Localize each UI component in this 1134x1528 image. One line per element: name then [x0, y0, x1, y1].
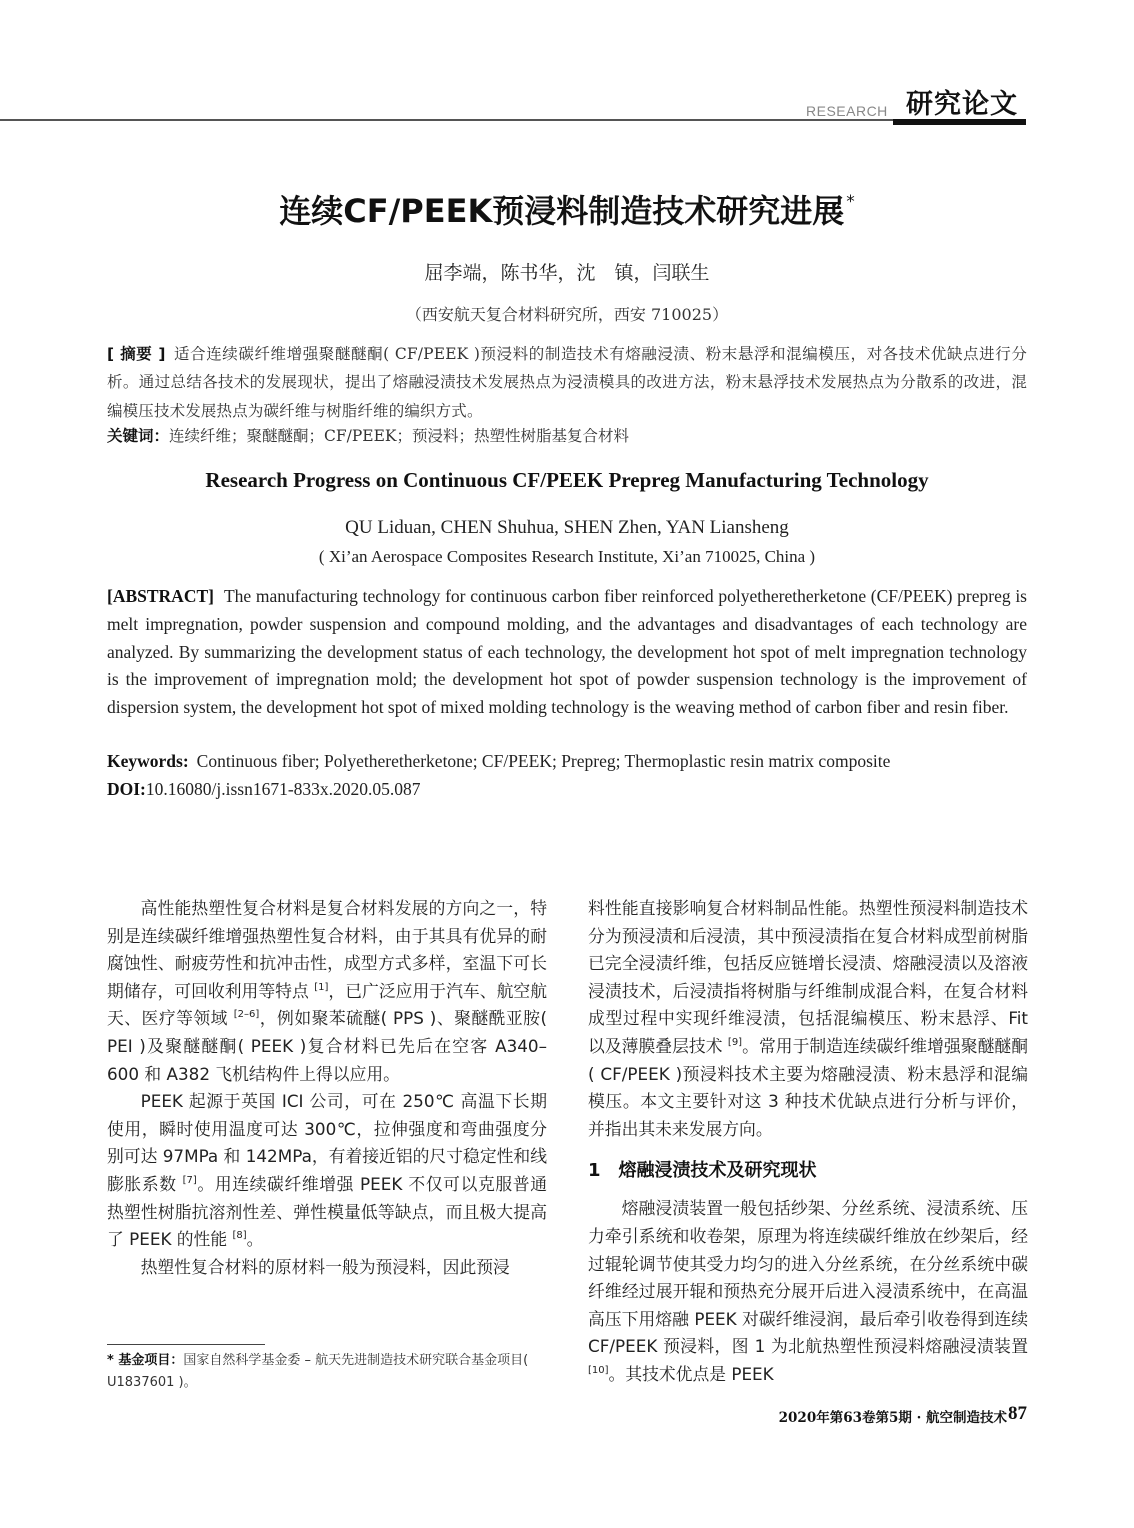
title-footnote-mark: * [846, 192, 855, 212]
body-text: 熔融浸渍装置一般包括纱架、分丝系统、浸渍系统、压力牵引系统和收卷架，原理为将连续碳纤维放在纱架后，经过辊轮调节使其受力均匀的进入分丝系统，在分丝系统中碳纤维经过展开辊和预热充分展开后进入浸渍系统中，在高温高压下用熔融 PEEK 对碳纤维浸润，最后牵引收卷得到连续 CF/PEEK 预浸料，图 1 为北航热塑性预浸料熔融浸渍装置 [588, 1198, 1028, 1357]
header-rule [0, 119, 1026, 121]
keywords-en [107, 751, 1027, 772]
body-text: ，已广泛应用于汽车、航空航天、医疗等领域 [107, 980, 547, 1029]
journal-footer: 2020年第63卷第5期 · 航空制造技术 [778, 1410, 1007, 1426]
abstract-en-text: The manufacturing technology for continuous carbon fiber reinforced polyetheretherketone (CF/PEEK) prepreg is melt impregnation, powder suspension and compound molding, and the advantages and disadvantages of each technology are analyzed. By summarizing the development status of each technology, the development hot spot of melt impregnation technology is the improvement of impregnation mold; the development hot spot of powder suspension technology is the improvement of dispersion system, the development hot spot of mixed molding technology is the weaving method of carbon fiber and resin fiber. [107, 586, 1027, 718]
abstract-cn [107, 340, 1027, 425]
citation: [7] [182, 1174, 197, 1186]
body-text: 。常用于制造连续碳纤维增强聚醚醚酮( CF/PEEK )预浸料技术主要为熔融浸渍、粉末悬浮和混编模压。本文主要针对这 3 种技术优缺点进行分析与评价，并指出其未来发展方向。 [588, 1035, 1028, 1139]
abstract-en [107, 583, 1027, 722]
funding-footnote [107, 1350, 547, 1394]
page-number: 87 [1008, 1403, 1027, 1424]
paper-title-en: Research Progress on Continuous CF/PEEK Prepreg Manufacturing Technology [205, 468, 929, 492]
body-text: 料性能直接影响复合材料制品性能。热塑性预浸料制造技术分为预浸渍和后浸渍，其中预浸渍指在复合材料成型前树脂已完全浸渍纤维，包括反应链增长浸渍、熔融浸渍以及溶液浸渍技术，后浸渍指将树脂与纤维制成混合料，在复合材料成型过程中实现纤维浸渍，包括混编模压、粉末悬浮、Fit 以及薄膜叠层技术 [588, 898, 1028, 1056]
body-text: 。其技术优点是 PEEK [608, 1363, 774, 1384]
citation: [9] [727, 1036, 743, 1048]
section-number: 1 [588, 1160, 601, 1182]
footnote-label: * 基金项目： [107, 1353, 184, 1368]
keywords-en-text: Continuous fiber; Polyetheretherketone; CF/PEEK; Prepreg; Thermoplastic resin matrix composite [196, 751, 891, 771]
paper-title-text: 连续CF/PEEK预浸料制造技术研究进展 [279, 192, 845, 230]
keywords-en-label: Keywords: [107, 751, 189, 771]
authors-cn: 屈李端，陈书华，沈 镇，闫联生 [424, 262, 710, 284]
authors-en: QU Liduan, CHEN Shuhua, SHEN Zhen, YAN Liansheng [345, 517, 789, 538]
body-paragraph: 热塑性复合材料的原材料一般为预浸料，因此预浸 [140, 1256, 510, 1277]
abstract-cn-text: 适合连续碳纤维增强聚醚醚酮( CF/PEEK )预浸料的制造技术有熔融浸渍、粉末悬浮和混编模压，对各技术优缺点进行分析。通过总结各技术的发展现状，提出了熔融浸渍技术发展热点为浸渍模具的改进方法，粉末悬浮技术发展热点为分散系的改进，混编模压技术发展热点为碳纤维与树脂纤维的编织方式。 [107, 345, 1027, 420]
citation: [8] [232, 1230, 247, 1242]
doi [107, 779, 1027, 800]
body-column-right [588, 895, 1028, 1389]
footnote-rule [107, 1344, 265, 1345]
footnote-text: 国家自然科学基金委 – 航天先进制造技术研究联合基金项目( U1837601 )。 [107, 1353, 529, 1390]
keywords-cn-label: 关键词： [107, 427, 170, 445]
citation: [10] [588, 1364, 609, 1376]
affiliation-en: ( Xi’an Aerospace Composites Research Institute, Xi’an 710025, China ) [318, 547, 816, 566]
section-label-cn: 研究论文 [906, 89, 1018, 120]
body-paragraph [588, 895, 1028, 1143]
abstract-en-label: [ABSTRACT] [107, 586, 214, 606]
body-text: 高性能热塑性复合材料是复合材料发展的方向之一，特别是连续碳纤维增强热塑性复合材料，由于其具有优异的耐腐蚀性、耐疲劳性和抗冲击性，成型方式多样，室温下可长期储存，可回收利用等特点 [107, 898, 547, 1001]
section-label-en: RESEARCH [806, 103, 888, 119]
doi-label: DOI: [107, 779, 146, 799]
body-paragraph [107, 1088, 547, 1254]
doi-value: 10.16080/j.issn1671-833x.2020.05.087 [145, 779, 421, 799]
citation: [1] [314, 981, 329, 993]
citation: [2–6] [233, 1009, 260, 1021]
section-heading [588, 1157, 1028, 1185]
keywords-cn-text: 连续纤维；聚醚醚酮；CF/PEEK；预浸料；热塑性树脂基复合材料 [169, 427, 629, 445]
body-text: ，例如聚苯硫醚( PPS )、聚醚酰亚胺( PEI )及聚醚醚酮( PEEK )复合材料已先后在空客 A340–600 和 A382 飞机结构件上得以应用。 [107, 1008, 548, 1084]
paper-title [0, 186, 1134, 232]
body-paragraph [588, 1195, 1028, 1388]
section-title: 熔融浸渍技术及研究现状 [618, 1160, 817, 1182]
keywords-cn [107, 424, 1027, 446]
body-text: 。 [246, 1229, 264, 1250]
abstract-cn-label: [ 摘要 ] [107, 345, 166, 363]
affiliation-cn: （西安航天复合材料研究所，西安 710025） [405, 305, 729, 324]
body-text: PEEK 起源于英国 ICI 公司，可在 250℃ 高温下长期使用，瞬时使用温度可达 300℃，拉伸强度和弯曲强度分别可达 97MPa 和 142MPa，有着接近铝的尺寸稳定性和线膨胀系数 [107, 1091, 547, 1194]
body-text: 。用连续碳纤维增强 PEEK 不仅可以克服普通热塑性树脂抗溶剂性差、弹性模量低等缺点，而且极大提高了 PEEK 的性能 [107, 1173, 547, 1250]
body-paragraph [107, 895, 547, 1088]
body-column-left [107, 895, 547, 1281]
